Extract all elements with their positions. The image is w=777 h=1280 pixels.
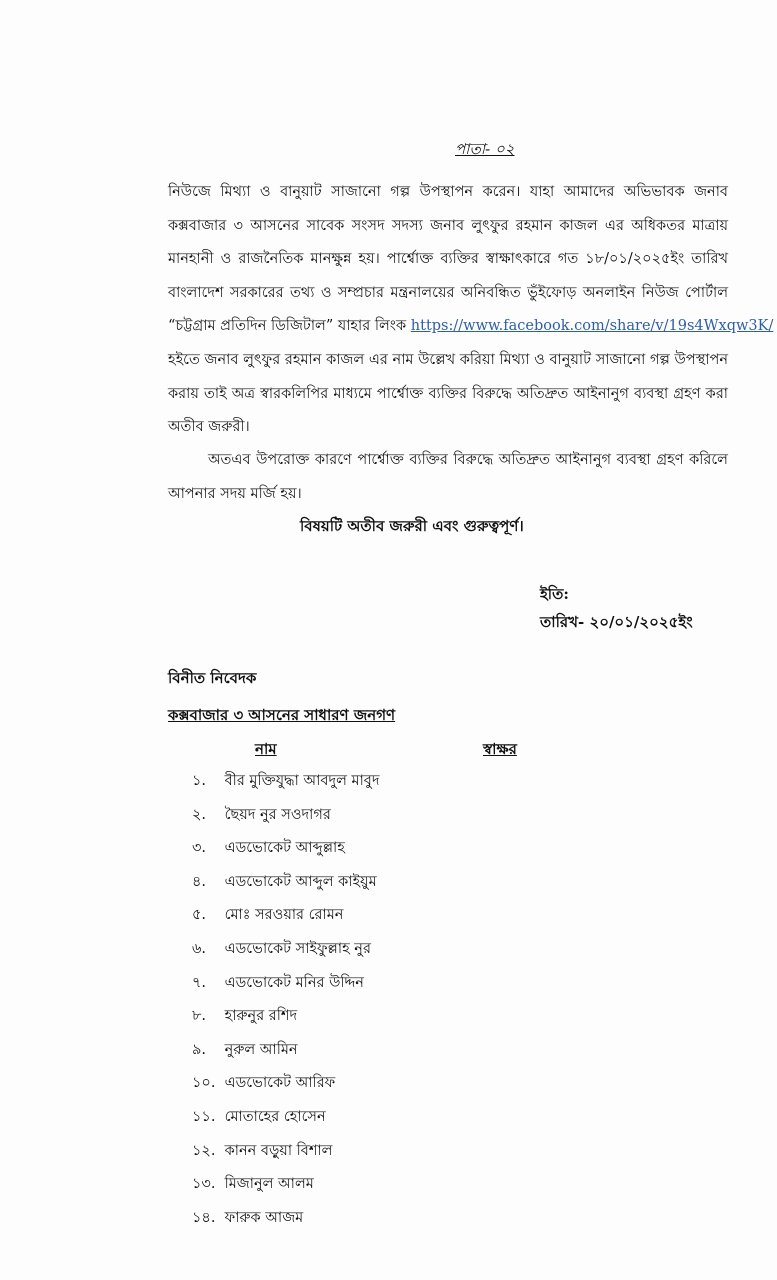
list-item [192,1208,379,1242]
page-number: পাতা- ০২ [455,140,515,158]
item-number: ২. [192,806,207,823]
request-line: আপনার সদয় মর্জি হয়। [168,485,302,502]
list-item [192,939,379,973]
body-paragraph [168,176,774,445]
item-number: ১. [192,773,207,789]
portal-name: “চট্টগ্রাম প্রতিদিন ডিজিটাল” যাহার লিংক [168,318,407,335]
list-item [192,1073,379,1107]
item-number: ৫. [192,907,207,924]
list-item [192,1006,379,1040]
item-number: ১১. [192,1108,216,1125]
item-number: ৪. [192,873,207,890]
signatory-name: হারুনুর রশিদ [224,1008,298,1025]
item-number: ৮. [192,1008,207,1025]
signatory-name: মোতাহের হোসেন [224,1108,326,1125]
signatory-list [192,771,379,1241]
body-line: কক্সবাজার ৩ আসনের সাবেক সংসদ সদস্য জনাব লুৎফুর রহমান কাজল এর অধিকতর মাত্রায় [168,217,728,234]
portal-line [168,310,774,344]
body-line: অতীব জরুরী। [168,419,250,436]
signatory-name: ফারুক আজম [224,1209,304,1226]
signatory-name: কানন বড়ুয়া বিশাল [224,1142,333,1159]
signatory-name: এডভোকেট সাইফুল্লাহ নুর [224,940,371,957]
item-number: ১০. [192,1075,216,1092]
signature-column-header: স্বাক্ষর [483,740,517,758]
item-number: ৭. [192,974,207,991]
body-line: করায় তাই অত্র স্বারকলিপির মাধ্যমে পার্শ্বোক্ত ব্যক্তির বিরুদ্ধে অতিদ্রুত আইনানুগ ব্যবস্থা গ্রহণ করা [168,385,728,402]
body-line: নিউজে মিথ্যা ও বানুয়াট সাজানো গল্প উপস্থাপন করেন। যাহা আমাদের অভিভাবক জনাব [168,184,728,200]
signatory-name: মিজানুল আলম [224,1176,314,1193]
list-item [192,973,379,1007]
group-name: কক্সবাজার ৩ আসনের সাধারণ জনগণ [168,706,396,724]
list-item [192,771,379,805]
item-number: ৩. [192,840,207,857]
signatory-name: এডভোকেট মনির উদ্দিন [224,974,364,991]
body-line: হইতে জনাব লুৎফুর রহমান কাজল এর নাম উল্লেখ করিয়া মিথ্যা ও বানুয়াট সাজানো গল্প উপস্থাপন [168,351,728,368]
name-column-header: নাম [255,740,277,758]
list-item [192,805,379,839]
signatory-name: এডভোকেট আব্দুল কাইয়ুম [224,873,377,890]
signatory-name: এডভোকেট আব্দুল্লাহ [224,840,345,857]
request-paragraph [168,444,728,511]
request-line: অতএব উপরোক্ত কারণে পার্শ্বোক্ত ব্যক্তির বিরুদ্ধে অতিদ্রুত আইনানুগ ব্যবস্থা গ্রহণ করিলে [208,452,728,468]
item-number: ৯. [192,1041,207,1058]
item-number: ১৪. [192,1209,216,1226]
list-item [192,1174,379,1208]
list-item [192,872,379,906]
signatory-name: এডভোকেট আরিফ [224,1075,336,1092]
facebook-link[interactable]: https://www.facebook.com/share/v/19s4Wxqw3K/ [410,318,774,335]
list-item [192,905,379,939]
list-item [192,1040,379,1074]
list-item [192,1141,379,1175]
signatory-name: নুরুল আমিন [224,1041,298,1058]
signatory-name: মোঃ সরওয়ার রোমন [224,907,344,924]
list-item [192,1107,379,1141]
humble-submission: বিনীত নিবেদক [168,669,257,687]
body-line: মানহানী ও রাজনৈতিক মানক্ষুন্ন হয়। পার্শ্বোক্ত ব্যক্তির স্বাক্ষাৎকারে গত ১৮/০১/২০২৫ইং তারিখ [168,251,728,268]
item-number: ৬. [192,940,207,957]
signatory-name: ছৈয়দ নুর সওদাগর [224,806,331,823]
item-number: ১২. [192,1142,216,1159]
signatory-name: বীর মুক্তিযুদ্ধা আবদুল মাবুদ [224,773,380,789]
item-number: ১৩. [192,1176,216,1193]
closing-date: তারিখ- ২০/০১/২০২৫ইং [540,613,693,631]
emphasis-line: বিষয়টি অতীব জরুরী এবং গুরুত্বপূর্ণ। [300,517,524,535]
list-item [192,838,379,872]
closing-iti: ইতি: [540,585,569,603]
body-line: বাংলাদেশ সরকারের তথ্য ও সম্প্রচার মন্ত্রনালয়ের অনিবন্ধিত ভুঁইফোড় অনলাইন নিউজ পোর্টাল [168,284,728,301]
